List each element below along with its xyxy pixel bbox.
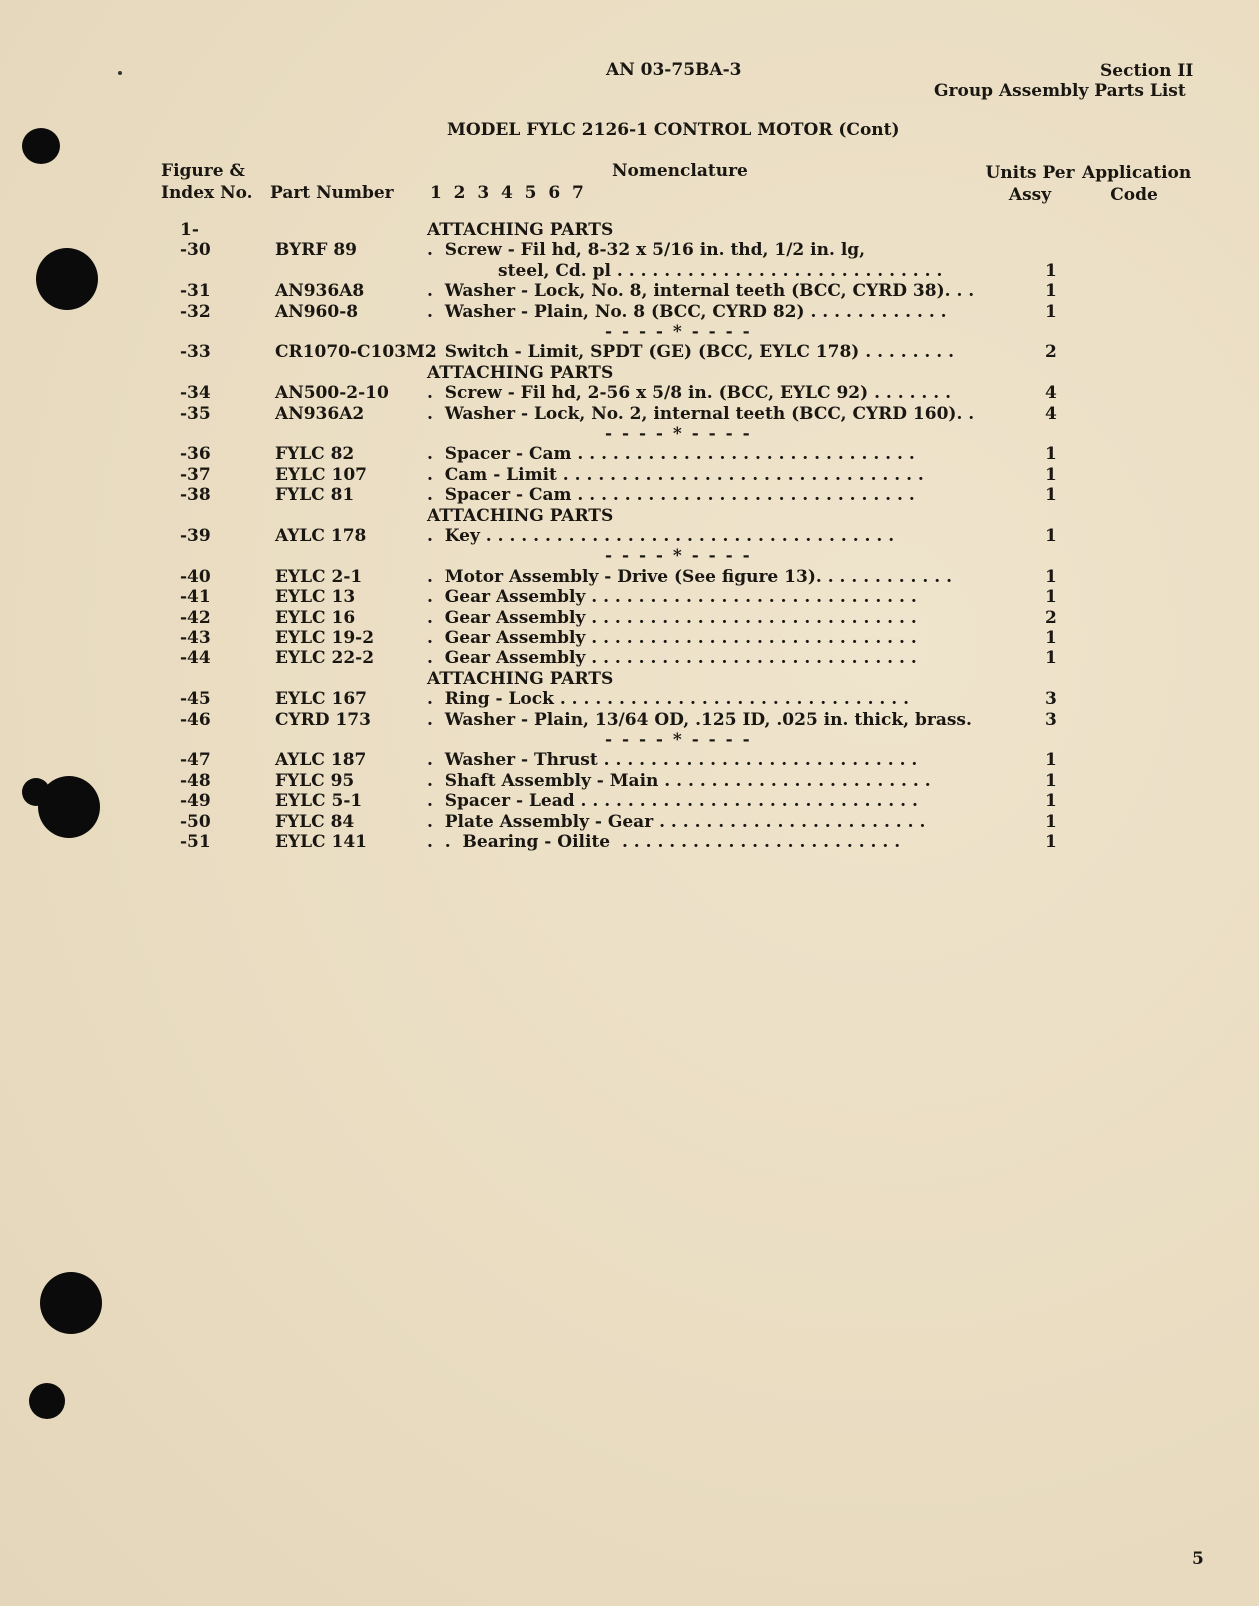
figure-index: -44 [180,648,211,669]
separator: - - - - * - - - - [605,546,752,567]
figure-index: -43 [180,628,211,648]
nomenclature: . Gear Assembly . . . . . . . . . . . . . . . . . . . . . . . . . . . . [427,648,917,669]
binder-hole [29,1383,65,1419]
part-number: EYLC 107 [275,464,367,485]
document-number: AN 03-75BA-3 [606,60,742,80]
nomenclature: . Spacer - Cam . . . . . . . . . . . . . . . . . . . . . . . . . . . . . [427,485,915,506]
separator-row [0,424,1259,445]
nomenclature: . Plate Assembly - Gear . . . . . . . . . . . . . . . . . . . . . . . [427,811,926,832]
nomenclature: . Switch - Limit, SPDT (GE) (BCC, EYLC 178) . . . . . . . . [427,342,955,363]
part-number: EYLC 167 [275,689,367,710]
part-number: AN936A2 [275,403,365,424]
subheading-row [0,669,1259,690]
figure-index: -30 [180,240,211,261]
separator-row [0,322,1259,343]
nomenclature: steel, Cd. pl . . . . . . . . . . . . . . . . . . . . . . . . . . . . [427,260,943,281]
units-per-assy-header [982,162,1078,206]
table-row [0,628,1259,649]
part-number: FYLC 82 [275,444,355,465]
units-per-assy: 1 [1045,628,1057,648]
binder-hole [40,1272,102,1334]
nomenclature: . Gear Assembly . . . . . . . . . . . . . . . . . . . . . . . . . . . . [427,607,917,628]
table-row [0,771,1259,792]
figure-index: -47 [180,750,211,771]
nomenclature: . Spacer - Cam . . . . . . . . . . . . . . . . . . . . . . . . . . . . . [427,444,915,465]
nomenclature: . Motor Assembly - Drive (See figure 13). . . . . . . . . . . . [427,566,952,587]
indent-levels-header: 1 2 3 4 5 6 7 [430,183,584,203]
figure-index: -40 [180,566,211,587]
units-per-assy: 1 [1045,526,1057,546]
units-per-assy: 1 [1045,485,1057,506]
table-row [0,404,1259,425]
units-per-assy: 1 [1045,301,1057,322]
figure-index: -32 [180,301,211,322]
speck [118,71,122,75]
table-row [0,832,1259,853]
nomenclature: . Washer - Plain, No. 8 (BCC, CYRD 82) . . . . . . . . . . . . [427,301,947,322]
table-row [0,567,1259,588]
units-per-assy: 1 [1045,811,1057,832]
part-number: CR1070-C103M2 [275,342,437,363]
units-per-assy: 2 [1045,342,1057,363]
figure-index: -37 [180,464,211,485]
table-row [0,342,1259,363]
nomenclature: . Washer - Lock, No. 8, internal teeth (BCC, CYRD 38). . . [427,281,975,302]
nomenclature: . Gear Assembly . . . . . . . . . . . . . . . . . . . . . . . . . . . . [427,587,917,608]
section-label: Section II [1100,61,1194,81]
table-row [0,608,1259,629]
part-number: AN500-2-10 [275,383,389,404]
figure-index: -41 [180,587,211,608]
figure-index: -51 [180,832,211,852]
table-row [0,710,1259,731]
application-code-header [1082,162,1192,206]
table-row [0,465,1259,486]
figure-index: -45 [180,689,211,710]
units-per-assy: 1 [1045,587,1057,608]
nomenclature: . Washer - Thrust . . . . . . . . . . . . . . . . . . . . . . . . . . . [427,750,918,771]
part-number: AYLC 178 [275,526,367,546]
part-number: EYLC 2-1 [275,566,363,587]
part-number: EYLC 16 [275,607,356,628]
units-per-assy: 1 [1045,566,1057,587]
part-number: EYLC 19-2 [275,628,375,648]
attaching-parts-heading: ATTACHING PARTS [427,668,614,689]
separator: - - - - * - - - - [605,322,752,342]
section-title: Group Assembly Parts List [934,81,1186,101]
figure-header-line2: Index No. [161,183,253,203]
table-row [0,444,1259,465]
figure-index: -31 [180,281,211,302]
figure-index: -34 [180,383,211,404]
units-per-assy: 1 [1045,832,1057,852]
units-per-assy: 1 [1045,770,1057,791]
nomenclature-header: Nomenclature [612,161,748,181]
nomenclature: . Ring - Lock . . . . . . . . . . . . . . . . . . . . . . . . . . . . . . [427,689,910,710]
figure-index: -35 [180,403,211,424]
table-row [0,812,1259,833]
part-number: CYRD 173 [275,709,371,730]
separator-row [0,546,1259,567]
table-row [0,240,1259,261]
page-number: 5 [1192,1549,1204,1569]
units-per-assy: 1 [1045,464,1057,485]
subheading-row [0,506,1259,527]
part-number: FYLC 95 [275,770,355,791]
part-number: EYLC 5-1 [275,791,363,812]
attaching-parts-heading: ATTACHING PARTS [427,220,614,240]
attaching-parts-heading: ATTACHING PARTS [427,505,614,526]
nomenclature: . Gear Assembly . . . . . . . . . . . . . . . . . . . . . . . . . . . . [427,628,917,648]
units-per-assy: 2 [1045,607,1057,628]
figure-header-line1: Figure & [161,161,245,181]
table-row [0,526,1259,547]
subheading-row [0,220,1259,241]
figure-index-header [161,160,253,204]
figure-index: -42 [180,607,211,628]
part-number-header: Part Number [270,183,394,203]
part-number: AN936A8 [275,281,365,302]
nomenclature: . Spacer - Lead . . . . . . . . . . . . . . . . . . . . . . . . . . . . . [427,791,918,812]
figure-index: -50 [180,811,211,832]
attaching-parts-heading: ATTACHING PARTS [427,362,614,383]
app-header-line1: Application [1082,163,1192,183]
figure-index: -38 [180,485,211,506]
table-row [0,648,1259,669]
nomenclature: . Screw - Fil hd, 2-56 x 5/8 in. (BCC, EYLC 92) . . . . . . . [427,383,952,404]
units-per-assy: 1 [1045,648,1057,669]
figure-index: -46 [180,709,211,730]
nomenclature: . Key . . . . . . . . . . . . . . . . . . . . . . . . . . . . . . . . . . . [427,526,895,546]
nomenclature: . Shaft Assembly - Main . . . . . . . . . . . . . . . . . . . . . . . [427,770,931,791]
separator: - - - - * - - - - [605,424,752,444]
units-per-assy: 1 [1045,750,1057,771]
units-per-assy: 1 [1045,260,1057,281]
part-number: EYLC 22-2 [275,648,375,669]
table-row [0,750,1259,771]
part-number: EYLC 141 [275,832,367,852]
nomenclature: . Washer - Lock, No. 2, internal teeth (BCC, CYRD 160). . [427,403,975,424]
table-row [0,261,1259,282]
part-number: AN960-8 [275,301,359,322]
units-header-line1: Units Per [985,163,1075,183]
separator: - - - - * - - - - [605,730,752,750]
part-number: FYLC 81 [275,485,355,506]
nomenclature: . Cam - Limit . . . . . . . . . . . . . . . . . . . . . . . . . . . . . . . [427,464,924,485]
figure-index: -48 [180,770,211,791]
part-number: EYLC 13 [275,587,356,608]
table-row [0,689,1259,710]
page-title: MODEL FYLC 2126-1 CONTROL MOTOR (Cont) [447,120,900,140]
part-number: FYLC 84 [275,811,355,832]
part-number: AYLC 187 [275,750,367,771]
figure-index: -36 [180,444,211,465]
subheading-row [0,363,1259,384]
figure-index: -49 [180,791,211,812]
figure-index: -33 [180,342,211,363]
units-per-assy: 3 [1045,689,1057,710]
units-per-assy: 1 [1045,791,1057,812]
nomenclature: . Washer - Plain, 13/64 OD, .125 ID, .025 in. thick, brass. [427,709,972,730]
units-per-assy: 1 [1045,281,1057,302]
table-row [0,791,1259,812]
figure-index: -39 [180,526,211,546]
table-row [0,587,1259,608]
units-per-assy: 3 [1045,709,1057,730]
separator-row [0,730,1259,751]
figure-index: 1- [180,220,199,240]
nomenclature: . . Bearing - Oilite . . . . . . . . . . . . . . . . . . . . . . . . [427,832,901,852]
units-per-assy: 4 [1045,403,1057,424]
nomenclature: . Screw - Fil hd, 8-32 x 5/16 in. thd, 1/2 in. lg, [427,240,866,261]
units-per-assy: 1 [1045,444,1057,465]
table-row [0,281,1259,302]
table-row [0,302,1259,323]
app-header-line2: Code [1110,185,1158,205]
table-row [0,383,1259,404]
units-header-line2: Assy [1008,185,1052,205]
table-row [0,485,1259,506]
units-per-assy: 4 [1045,383,1057,404]
binder-hole [22,128,60,164]
part-number: BYRF 89 [275,240,357,261]
